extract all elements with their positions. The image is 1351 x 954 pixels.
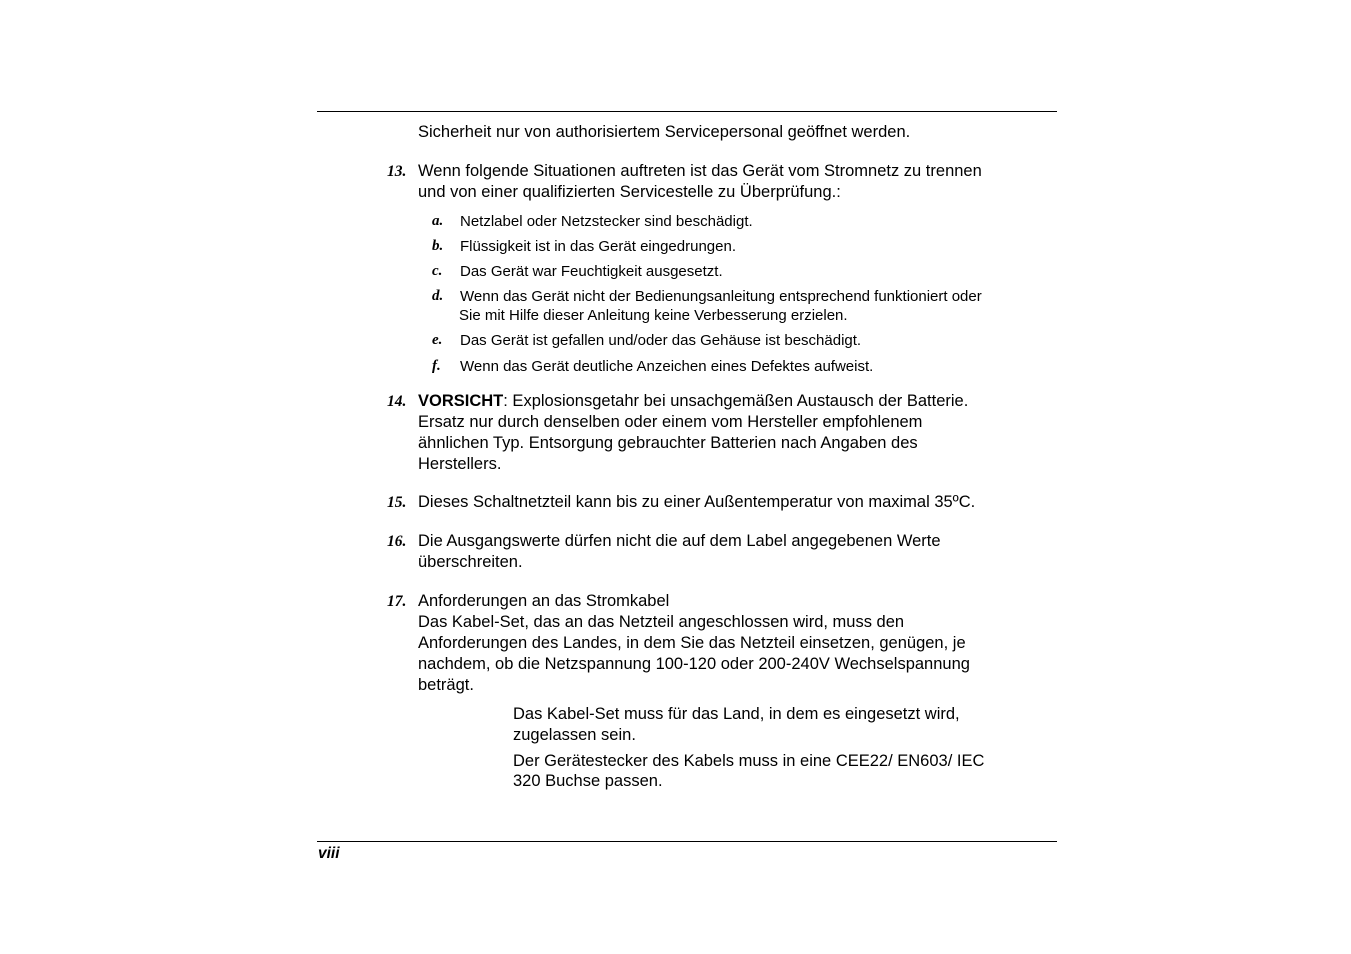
item-17-line-1: Anforderungen an das Stromkabel [418, 592, 670, 610]
caution-label: VORSICHT [418, 392, 504, 410]
continuation-text: Sicherheit nur von authorisiertem Servicepersonal geöffnet werden. [418, 123, 911, 141]
item-13d-text-2: Sie mit Hilfe dieser Anleitung keine Verbesserung erzielen. [459, 307, 848, 324]
item-15-line-1: Dieses Schaltnetzteil kann bis zu einer Außentemperatur von maximal 35ºC. [418, 493, 976, 511]
header-rule [317, 111, 1057, 112]
item-17-number: 17. [387, 593, 407, 610]
item-17-line-2: Das Kabel-Set, das an das Netzteil angeschlossen wird, muss den [418, 613, 905, 631]
item-13e-text: Das Gerät ist gefallen und/oder das Gehäuse ist beschädigt. [460, 332, 862, 349]
page-number: viii [318, 845, 340, 862]
item-17-indent-2-line-1: Der Gerätestecker des Kabels muss in eine CEE22/ EN603/ IEC [513, 752, 985, 770]
item-14-line-3: ähnlichen Typ. Entsorgung gebrauchter Batterien nach Angaben des [418, 434, 918, 452]
item-13-line-2: und von einer qualifizierten Servicestelle zu Überprüfung.: [418, 183, 841, 201]
item-17-line-3: Anforderungen des Landes, in dem Sie das Netzteil einsetzen, genügen, je [418, 634, 966, 652]
item-13f-text: Wenn das Gerät deutliche Anzeichen eines Defektes aufweist. [460, 358, 874, 375]
item-13d-text-1: Wenn das Gerät nicht der Bedienungsanleitung entsprechend funktioniert oder [460, 288, 982, 305]
item-13c-letter: c. [432, 263, 443, 279]
item-13d-letter: d. [432, 288, 444, 304]
item-17-indent-2-line-2: 320 Buchse passen. [513, 772, 663, 790]
item-14-number: 14. [387, 393, 407, 410]
item-13a-letter: a. [432, 213, 444, 229]
item-15-number: 15. [387, 494, 407, 511]
item-14-line-2: Ersatz nur durch denselben oder einem vom Hersteller empfohlenem [418, 413, 923, 431]
item-13e-letter: e. [432, 332, 443, 348]
footer-rule [317, 841, 1057, 842]
item-17-indent-1-line-2: zugelassen sein. [513, 726, 636, 744]
item-13a-text: Netzlabel oder Netzstecker sind beschädigt. [460, 213, 753, 230]
item-13-number: 13. [387, 163, 407, 180]
item-17-indent-1-line-1: Das Kabel-Set muss für das Land, in dem es eingesetzt wird, [513, 705, 960, 723]
item-14-line-1 [418, 391, 968, 412]
item-14-line-1-rest: : Explosionsgetahr bei unsachgemäßen Austausch der Batterie. [503, 392, 969, 410]
item-16-line-2: überschreiten. [418, 553, 523, 571]
item-17-line-5: beträgt. [418, 676, 474, 694]
item-13-line-1: Wenn folgende Situationen auftreten ist das Gerät vom Stromnetz zu trennen [418, 162, 982, 180]
item-16-number: 16. [387, 533, 407, 550]
item-13c-text: Das Gerät war Feuchtigkeit ausgesetzt. [460, 263, 723, 280]
item-13b-letter: b. [432, 238, 444, 254]
item-13b-text: Flüssigkeit ist in das Gerät eingedrungen. [460, 238, 736, 255]
item-16-line-1: Die Ausgangswerte dürfen nicht die auf dem Label angegebenen Werte [418, 532, 941, 550]
item-13f-letter: f. [432, 358, 441, 374]
item-14-line-4: Herstellers. [418, 455, 502, 473]
item-17-line-4: nachdem, ob die Netzspannung 100-120 oder 200-240V Wechselspannung [418, 655, 970, 673]
